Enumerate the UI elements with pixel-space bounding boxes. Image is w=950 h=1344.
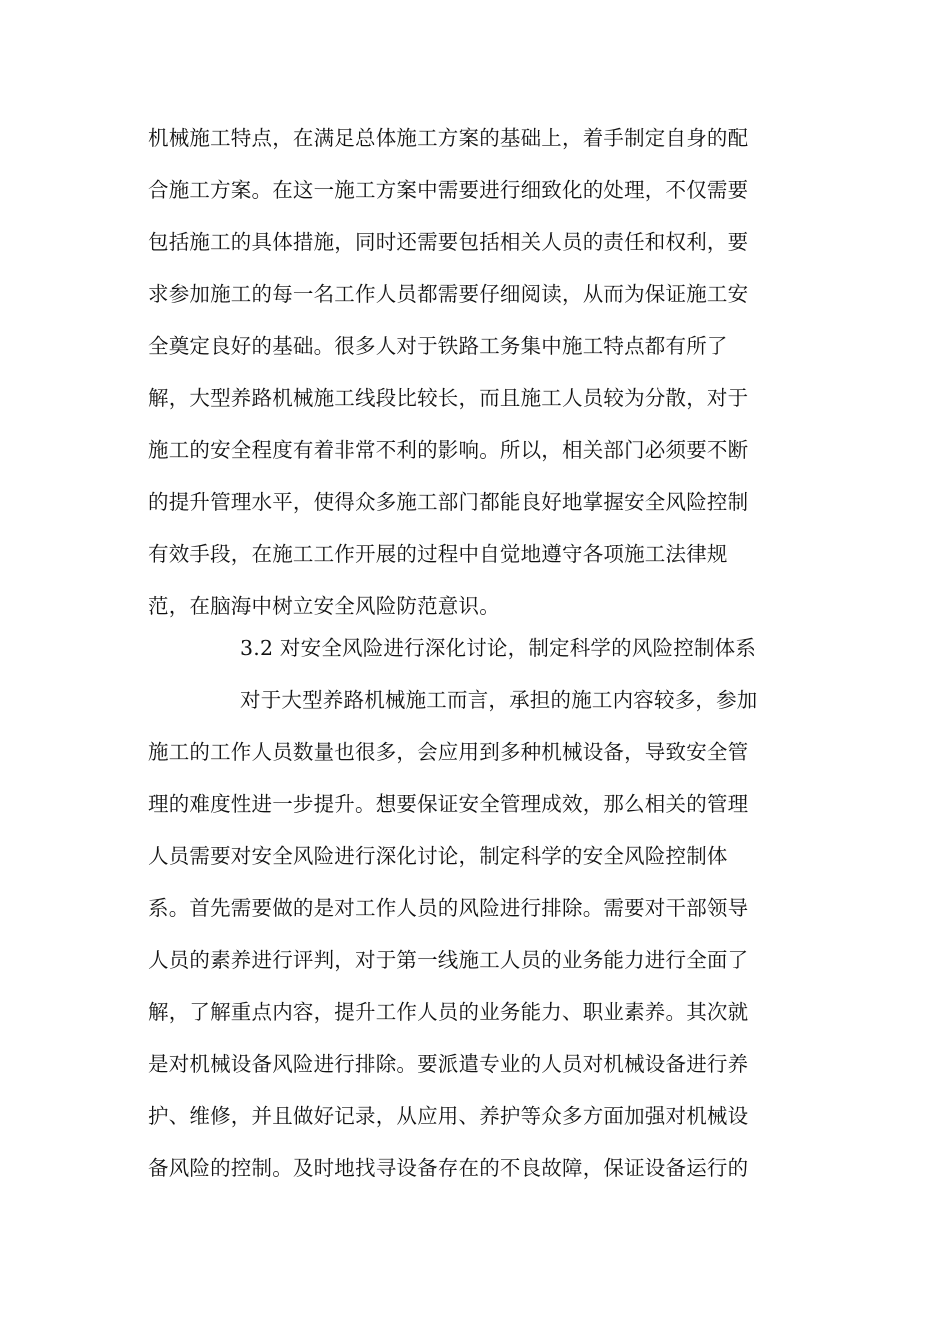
paragraph-line: 有效手段，在施工工作开展的过程中自觉地遵守各项施工法律规 — [148, 542, 728, 566]
paragraph-line: 理的难度性进一步提升。想要保证安全管理成效，那么相关的管理 — [148, 792, 749, 816]
paragraph-line: 对于大型养路机械施工而言，承担的施工内容较多，参加 — [240, 688, 758, 712]
paragraph-line: 解，了解重点内容，提升工作人员的业务能力、职业素养。其次就 — [148, 1000, 749, 1024]
section-heading-text: 3.2 对安全风险进行深化讨论，制定科学的风险控制体系 — [240, 636, 757, 660]
paragraph-line: 是对机械设备风险进行排除。要派遣专业的人员对机械设备进行养 — [148, 1052, 749, 1076]
paragraph-line: 解，大型养路机械施工线段比较长，而且施工人员较为分散，对于 — [148, 386, 749, 410]
paragraph-line: 范，在脑海中树立安全风险防范意识。 — [148, 594, 500, 618]
paragraph-line: 的提升管理水平，使得众多施工部门都能良好地掌握安全风险控制 — [148, 490, 749, 514]
paragraph-line: 求参加施工的每一名工作人员都需要仔细阅读，从而为保证施工安 — [148, 282, 749, 306]
paragraph-line: 施工的工作人员数量也很多，会应用到多种机械设备，导致安全管 — [148, 740, 749, 764]
paragraph-line: 人员需要对安全风险进行深化讨论，制定科学的安全风险控制体 — [148, 844, 728, 868]
section-heading — [148, 622, 808, 674]
paragraph-line: 人员的素养进行评判，对于第一线施工人员的业务能力进行全面了 — [148, 948, 749, 972]
paragraph-line: 合施工方案。在这一施工方案中需要进行细致化的处理，不仅需要 — [148, 178, 749, 202]
paragraph-2 — [148, 674, 808, 1194]
paragraph-line: 机械施工特点，在满足总体施工方案的基础上，着手制定自身的配 — [148, 126, 749, 150]
paragraph-line: 备风险的控制。及时地找寻设备存在的不良故障，保证设备运行的 — [148, 1156, 749, 1180]
paragraph-line: 施工的安全程度有着非常不利的影响。所以，相关部门必须要不断 — [148, 438, 749, 462]
paragraph-line: 全奠定良好的基础。很多人对于铁路工务集中施工特点都有所了 — [148, 334, 728, 358]
paragraph-line: 系。首先需要做的是对工作人员的风险进行排除。需要对干部领导 — [148, 896, 749, 920]
paragraph-1 — [148, 112, 808, 632]
paragraph-line: 护、维修，并且做好记录，从应用、养护等众多方面加强对机械设 — [148, 1104, 749, 1128]
paragraph-line: 包括施工的具体措施，同时还需要包括相关人员的责任和权利，要 — [148, 230, 749, 254]
